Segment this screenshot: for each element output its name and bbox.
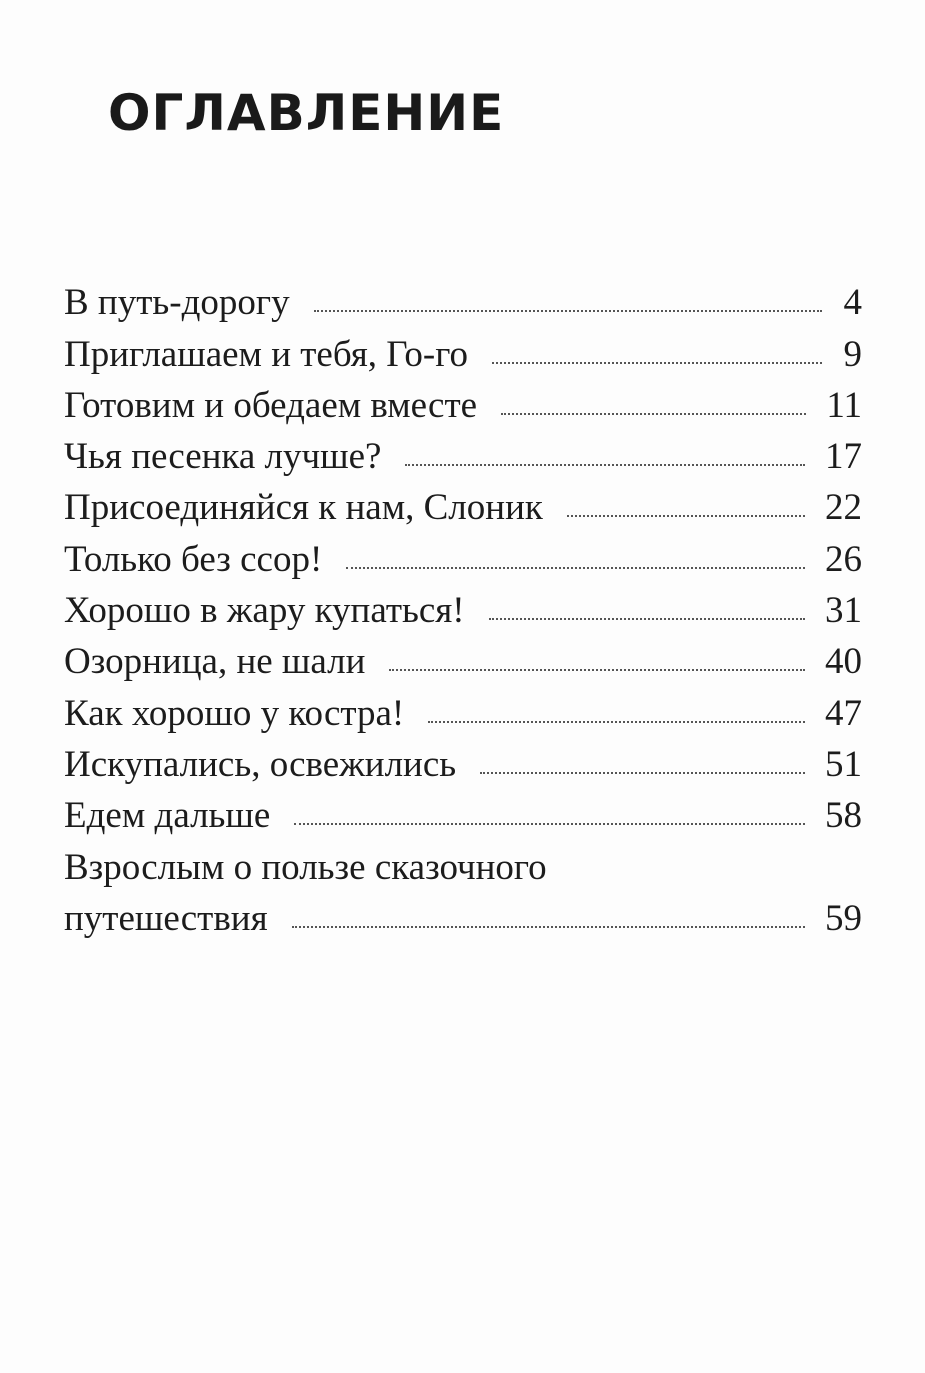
toc-entry-page: 31 [825,590,862,632]
toc-entry-title-line2: путешествия [64,897,268,939]
dot-leader [501,413,806,415]
toc-entry-title: Только без ссор! [64,538,323,580]
toc-list [64,270,862,937]
dot-leader [492,362,822,364]
toc-entry-title: В путь-дорогу [64,282,290,324]
toc-entry-title: Как хорошо у костра! [64,692,405,734]
toc-entry [64,629,862,683]
toc-entry [64,578,862,632]
dot-leader [489,618,805,620]
toc-entry-title: Чья песенка лучше? [64,436,382,478]
toc-entry-page: 58 [825,795,862,837]
toc-entry-page: 47 [825,692,862,734]
toc-entry-title: Озорница, не шали [64,641,366,683]
toc-entry-title-line1: Взрослым о пользе сказочного [64,846,547,888]
toc-entry-title: Приглашаем и тебя, Го-го [64,333,468,375]
dot-leader [480,772,805,774]
toc-entry-page: 40 [825,641,862,683]
dot-leader [567,515,805,517]
dot-leader [314,310,822,312]
dot-leader [346,567,805,569]
dot-leader [292,926,805,928]
toc-entry-title: Готовим и обедаем вместе [64,384,478,426]
toc-entry [64,321,862,375]
toc-entry-title: Искупались, освежились [64,743,457,785]
toc-entry [64,526,862,580]
toc-entry-title: Едем дальше [64,795,271,837]
toc-entry-page: 26 [825,538,862,580]
toc-entry [64,680,862,734]
dot-leader [428,721,805,723]
toc-entry-page: 22 [825,487,862,529]
toc-entry [64,424,862,478]
toc-entry [64,373,862,424]
toc-entry-page: 4 [843,282,862,324]
toc-entry [64,732,862,783]
toc-entry-page: 9 [843,333,862,375]
dot-leader [294,823,805,825]
toc-entry-page: 17 [825,436,862,478]
toc-entry-page: 51 [825,743,862,785]
dot-leader [389,669,805,671]
toc-heading: ОГЛАВЛЕНИЕ [108,84,505,142]
toc-entry [64,475,862,529]
toc-entry-page: 59 [825,897,862,939]
dot-leader [405,464,805,466]
toc-entry-page: 11 [826,384,862,426]
toc-entry [64,270,862,324]
toc-entry-title: Хорошо в жару купаться! [64,590,465,632]
toc-entry-title: Присоединяйся к нам, Слоник [64,487,543,529]
toc-entry [64,783,862,837]
toc-entry [64,834,862,937]
